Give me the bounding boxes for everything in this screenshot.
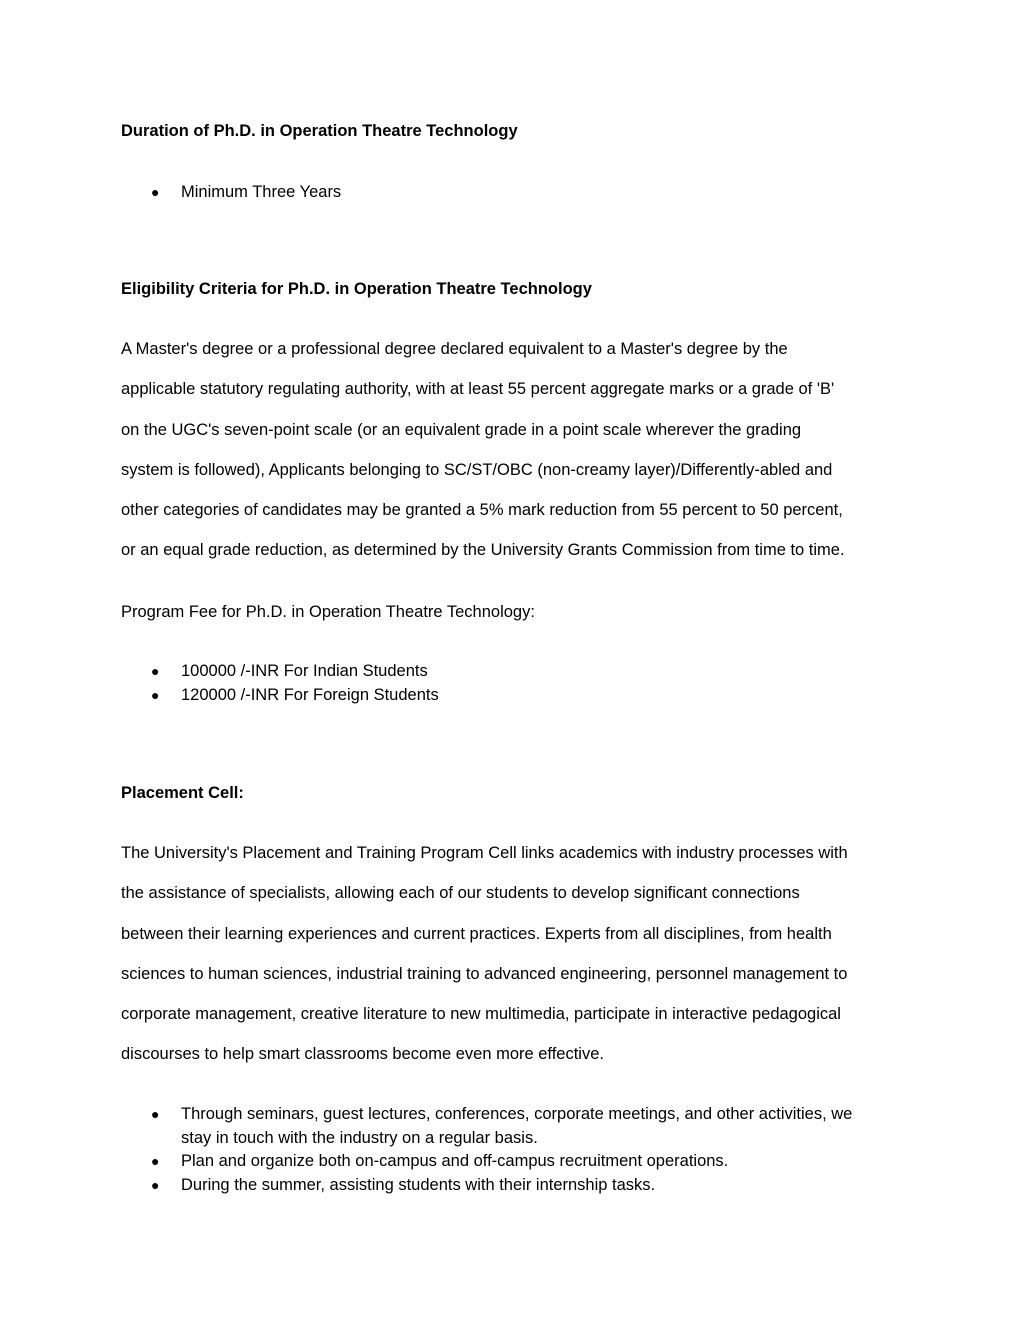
list-item bbox=[0, 1174, 852, 1198]
list-item bbox=[0, 660, 439, 684]
bullet-icon: ● bbox=[151, 1176, 160, 1193]
bullet-icon: ● bbox=[151, 1153, 160, 1169]
bullet-icon: ● bbox=[151, 686, 160, 703]
duration-list bbox=[0, 181, 341, 205]
placement-paragraph bbox=[121, 833, 921, 1075]
bullet-icon: ● bbox=[151, 1106, 160, 1122]
eligibility-paragraph bbox=[121, 329, 921, 571]
placement-heading: Placement Cell: bbox=[121, 784, 244, 802]
list-item bbox=[0, 1150, 852, 1174]
paragraph-line: between their learning experiences and current practices. Experts from all disciplines, from health bbox=[121, 924, 832, 943]
paragraph-line: A Master's degree or a professional degree declared equivalent to a Master's degree by the bbox=[121, 340, 788, 358]
duration-item: Minimum Three Years bbox=[181, 183, 342, 201]
paragraph-line: discourses to help smart classrooms become even more effective. bbox=[121, 1045, 604, 1064]
paragraph-line: sciences to human sciences, industrial training to advanced engineering, personnel management to bbox=[121, 964, 848, 983]
paragraph-line: on the UGC's seven-point scale (or an equivalent grade in a point scale wherever the grading bbox=[121, 420, 802, 439]
placement-item-line: Plan and organize both on-campus and off-campus recruitment operations. bbox=[181, 1152, 729, 1170]
list-item bbox=[0, 684, 439, 708]
paragraph-line: system is followed), Applicants belonging to SC/ST/OBC (non-creamy layer)/Differently-abled and bbox=[121, 460, 833, 479]
fee-item-indian: 100000 /-INR For Indian Students bbox=[181, 662, 428, 680]
fee-item-foreign: 120000 /-INR For Foreign Students bbox=[181, 685, 439, 704]
bullet-icon: ● bbox=[151, 663, 160, 679]
paragraph-line: The University's Placement and Training Program Cell links academics with industry processes with bbox=[121, 844, 848, 862]
eligibility-heading: Eligibility Criteria for Ph.D. in Operation Theatre Technology bbox=[121, 280, 592, 298]
fee-list bbox=[0, 660, 439, 707]
paragraph-line: applicable statutory regulating authority, with at least 55 percent aggregate marks or a grade of 'B' bbox=[121, 380, 835, 399]
placement-item-line: stay in touch with the industry on a regular basis. bbox=[181, 1128, 538, 1147]
paragraph-line: the assistance of specialists, allowing each of our students to develop significant connections bbox=[121, 884, 800, 903]
placement-item-line: During the summer, assisting students with their internship tasks. bbox=[181, 1175, 656, 1194]
list-item bbox=[0, 181, 341, 205]
paragraph-line: corporate management, creative literature to new multimedia, participate in interactive pedagogical bbox=[121, 1005, 841, 1024]
fee-heading: Program Fee for Ph.D. in Operation Theatre Technology: bbox=[121, 603, 535, 621]
duration-heading: Duration of Ph.D. in Operation Theatre Technology bbox=[121, 122, 518, 140]
placement-item-line: Through seminars, guest lectures, conferences, corporate meetings, and other activities, we bbox=[181, 1105, 853, 1123]
placement-list bbox=[0, 1103, 852, 1197]
paragraph-line: or an equal grade reduction, as determined by the University Grants Commission from time to time. bbox=[121, 541, 845, 560]
list-item bbox=[0, 1103, 852, 1150]
paragraph-line: other categories of candidates may be granted a 5% mark reduction from 55 percent to 50 percent, bbox=[121, 501, 843, 520]
bullet-icon: ● bbox=[151, 184, 160, 200]
